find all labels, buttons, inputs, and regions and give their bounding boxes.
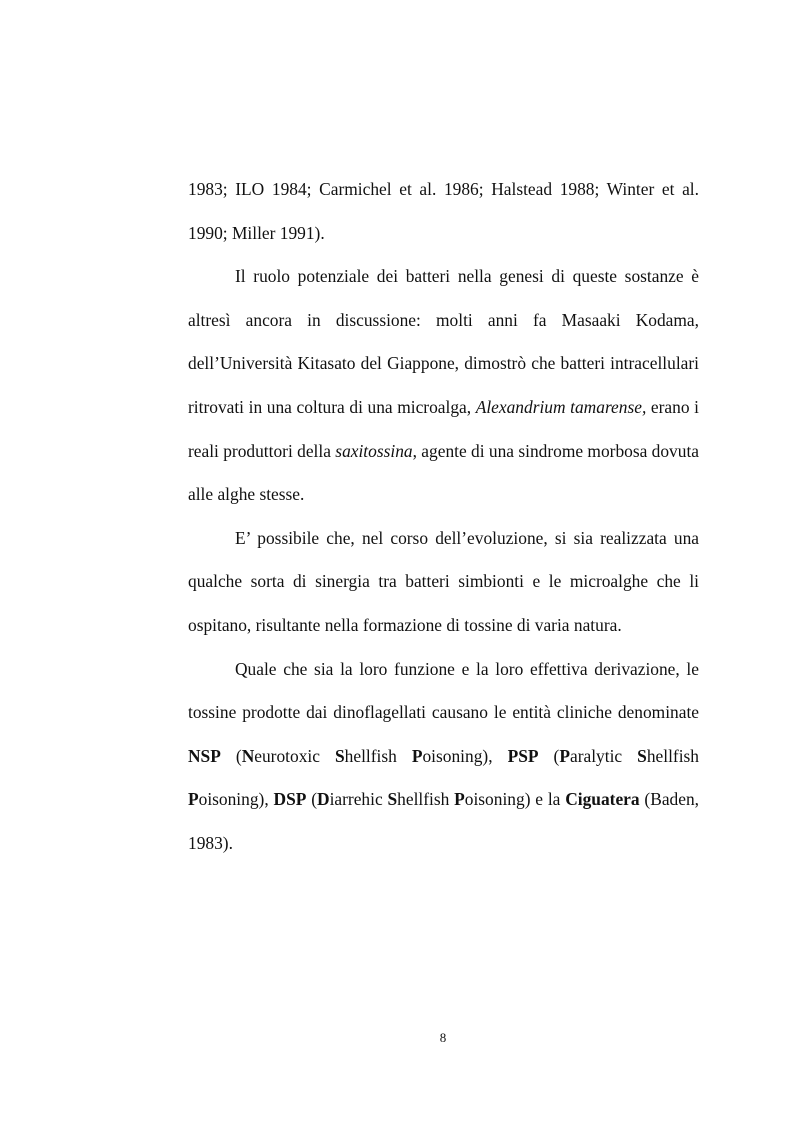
- nsp-letter: N: [241, 745, 255, 766]
- dsp-word: iarrehic: [329, 789, 388, 810]
- species-name: Alexandrium tamarense,: [475, 396, 647, 417]
- paragraph-bacteria-role: [188, 255, 699, 517]
- paragraph-text: , agente di una sindrome morbosa dovuta alle alghe stesse.: [188, 440, 700, 505]
- page-number: 8: [439, 1030, 447, 1045]
- paragraph-text: erano i reali produttori della: [188, 396, 699, 461]
- ciguatera-term: Ciguatera: [565, 789, 640, 810]
- psp-close: ),: [258, 789, 274, 810]
- nsp-word: hellfish: [344, 745, 412, 766]
- psp-word: aralytic: [569, 745, 638, 766]
- nsp-letter: P: [411, 745, 423, 766]
- psp-word: oisoning: [198, 789, 259, 810]
- paragraph-text: (Baden, 1983).: [188, 789, 699, 853]
- nsp-word: oisoning: [422, 745, 483, 766]
- dsp-open: (: [306, 789, 317, 810]
- nsp-letter: S: [334, 745, 345, 766]
- dsp-abbr: DSP: [273, 789, 307, 810]
- dsp-word: oisoning: [464, 789, 525, 810]
- psp-abbr: PSP: [507, 745, 539, 766]
- paragraph-citations: 1983; ILO 1984; Carmichel et al. 1986; Halstead 1988; Winter et al. 1990; Miller 1991).: [188, 179, 699, 243]
- paragraph-text: Quale che sia la loro funzione e la loro effettiva derivazione, le tossine prodotte dai dinoflagellati causano le entità cliniche denominate: [188, 658, 699, 723]
- psp-letter: S: [637, 745, 647, 766]
- nsp-word: eurotoxic: [254, 745, 335, 766]
- paragraph-clinical-entities: [188, 648, 699, 866]
- paragraph-text: Il ruolo potenziale dei batteri nella genesi di queste sostanze è altresì ancora in discussione: molti anni fa Masaaki Kodama, dell’Università Kitasato del Giappone, dimostrò che batteri intracellulari ritrovati in una coltura di una microalga,: [188, 266, 699, 417]
- dsp-close: ) e la: [524, 789, 566, 810]
- nsp-open: (: [220, 745, 242, 766]
- psp-open: (: [538, 745, 560, 766]
- paragraph-evolution: E’ possibile che, nel corso dell’evoluzione, si sia realizzata una qualche sorta di sinergia tra batteri simbionti e le microalghe che li ospitano, risultante nella formazione di tossine di varia natura.: [188, 527, 699, 635]
- toxin-name: saxitossina: [335, 440, 413, 461]
- body-text: [188, 168, 699, 866]
- nsp-abbr: NSP: [188, 745, 221, 766]
- psp-word: hellfish: [646, 745, 700, 766]
- dsp-letter: S: [387, 789, 398, 810]
- dsp-word: hellfish: [397, 789, 455, 810]
- psp-letter: P: [188, 789, 199, 810]
- psp-letter: P: [559, 745, 570, 766]
- dsp-letter: P: [454, 789, 465, 810]
- nsp-close: ),: [482, 745, 508, 766]
- dsp-letter: D: [317, 789, 330, 810]
